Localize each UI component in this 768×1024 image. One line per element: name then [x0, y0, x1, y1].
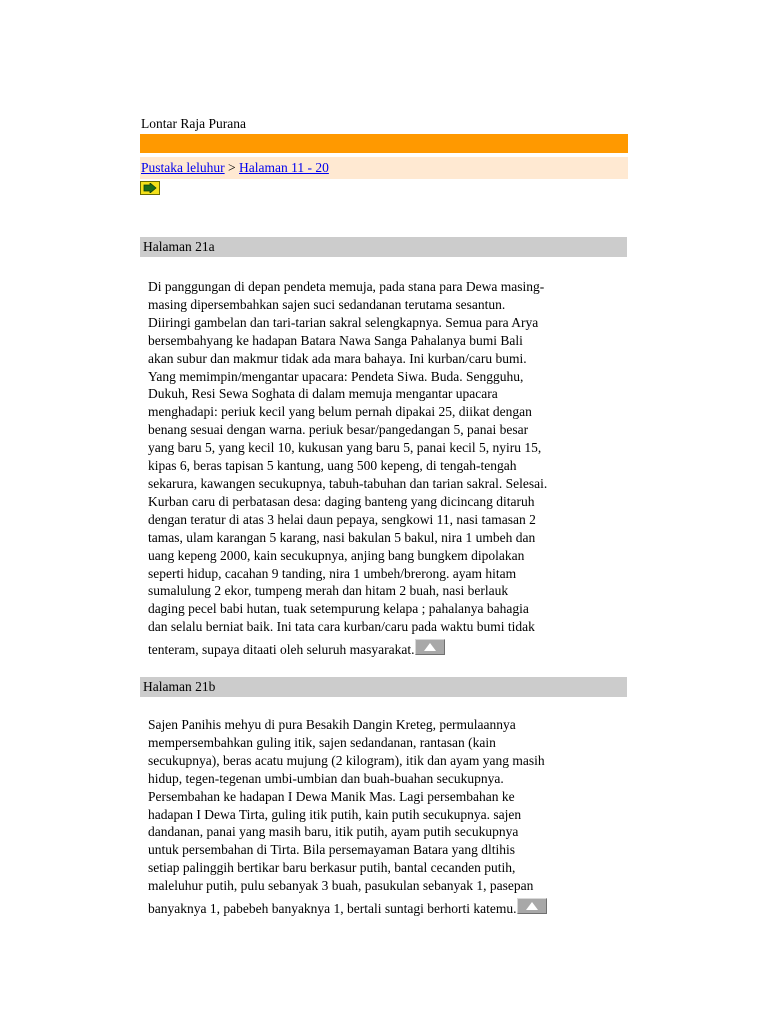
page-title: Lontar Raja Purana: [141, 116, 246, 131]
section-body-halaman-21b: [148, 716, 600, 918]
text-line: bersembahyang ke hadapan Batara Nawa Sanga Pahalanya bumi Bali: [148, 332, 523, 348]
text-line: benang sesuai dengan warna. periuk besar/pangedangan 5, panai besar: [148, 422, 529, 438]
section-body-halaman-21a: [148, 278, 600, 659]
text-line: uang kepeng 2000, kain secukupnya, anjing bang bungkem dipolakan: [148, 547, 525, 563]
section-header-halaman-21b: Halaman 21b: [140, 677, 627, 697]
text-line: dandanan, panai yang masih baru, itik putih, ayam putih secukupnya: [148, 824, 519, 840]
text-line: akan subur dan makmur tidak ada mara bahaya. Ini kurban/caru bumi.: [148, 350, 527, 366]
text-line: sekarura, kawangen secukupnya, tabuh-tabuhan dan tarian sakral. Selesai.: [148, 475, 548, 491]
text-line: kipas 6, beras tapisan 5 kantung, uang 500 kepeng, di tengah-tengah: [148, 458, 517, 474]
scroll-to-top-arrow-icon[interactable]: [517, 898, 547, 914]
text-line: daging pecel babi hutan, tuak setempurung kelapa ; pahalanya bahagia: [148, 601, 529, 617]
text-line: seperti hidup, cacahan 9 tanding, nira 1 umbeh/brerong. ayam hitam: [148, 565, 517, 581]
text-line: setiap palinggih bertikar baru berkasur putih, bantal cecanden putih,: [148, 860, 516, 876]
text-line: dan selalu berniat baik. Ini tata cara kurban/caru pada waktu bumi tidak: [148, 619, 535, 635]
text-line: tenteram, supaya ditaati oleh seluruh masyarakat.: [148, 642, 415, 658]
text-line: banyaknya 1, pabebeh banyaknya 1, bertali suntagi berhorti katemu.: [148, 901, 517, 917]
text-line: hadapan I Dewa Tirta, guling itik putih, kain putih secukupnya. sajen: [148, 806, 522, 822]
text-line: secukupnya), beras acatu mujung (2 kilogram), itik dan ayam yang masih: [148, 752, 545, 768]
breadcrumb-link-pustaka-leluhur[interactable]: Pustaka leluhur: [141, 160, 225, 175]
section-header-halaman-21a: Halaman 21a: [140, 237, 627, 257]
text-line: tamas, ulam karangan 5 karang, nasi bakulan 5 bakul, nira 1 umbeh dan: [148, 529, 536, 545]
text-line: menghadapi: periuk kecil yang belum pernah dipakai 25, diikat dengan: [148, 404, 532, 420]
breadcrumb-link-halaman-11-20[interactable]: Halaman 11 - 20: [239, 160, 329, 175]
text-line: Dukuh, Resi Sewa Soghata di dalam memuja mengantar upacara: [148, 386, 498, 402]
text-line: Sajen Panihis mehyu di pura Besakih Dangin Kreteg, permulaannya: [148, 717, 516, 732]
breadcrumb: [140, 157, 628, 179]
text-line: Persembahan ke hadapan I Dewa Manik Mas. Lagi persembahan ke: [148, 788, 515, 804]
text-line: sumalulung 2 ekor, tumpeng merah dan hitam 2 buah, nasi berlauk: [148, 583, 509, 599]
text-line: dengan teratur di atas 3 helai daun pepaya, sengkowi 11, nasi tamasan 2: [148, 511, 536, 527]
text-line-last: [148, 639, 600, 659]
text-line: Di panggungan di depan pendeta memuja, pada stana para Dewa masing-: [148, 279, 545, 294]
breadcrumb-separator: >: [224, 160, 239, 175]
next-page-arrow-icon[interactable]: [140, 181, 160, 195]
orange-header-bar: [140, 134, 628, 153]
scroll-to-top-arrow-icon[interactable]: [415, 639, 445, 655]
text-line: maleluhur putih, pulu sebanyak 3 buah, pasukulan sebanyak 1, pasepan: [148, 878, 534, 894]
text-line: Diiringi gambelan dan tari-tarian sakral selengkapnya. Semua para Arya: [148, 314, 539, 330]
text-line: Kurban caru di perbatasan desa: daging banteng yang dicincang ditaruh: [148, 493, 535, 509]
text-line: hidup, tegen-tegenan umbi-umbian dan buah-buahan secukupnya.: [148, 770, 504, 786]
text-line: Yang memimpin/mengantar upacara: Pendeta Siwa. Buda. Sengguhu,: [148, 368, 524, 384]
text-line: yang baru 5, yang kecil 10, kukusan yang baru 5, panai kecil 5, nyiru 15,: [148, 440, 542, 456]
text-line: untuk persembahan di Tirta. Bila persemayaman Batara yang dltihis: [148, 842, 516, 858]
text-line: masing dipersembahkan sajen suci sedandanan terutama sesantun.: [148, 296, 506, 312]
text-line: mempersembahkan guling itik, sajen sedandanan, rantasan (kain: [148, 734, 496, 750]
text-line-last: [148, 898, 600, 918]
